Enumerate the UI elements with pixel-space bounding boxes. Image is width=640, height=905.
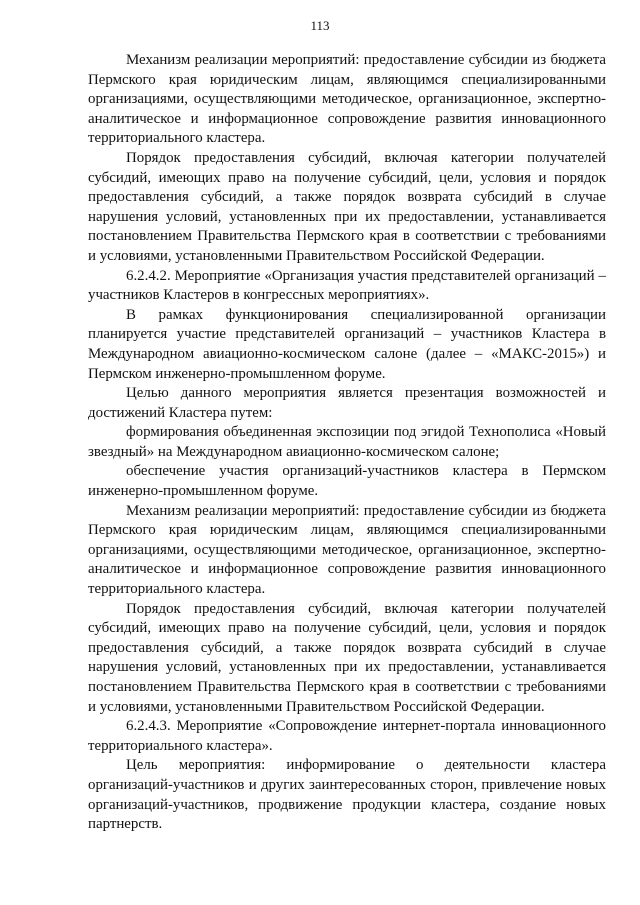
paragraph-subsidy-procedure-2: Порядок предоставления субсидий, включая категории получателей субсидий, имеющих право на получение субсидий, цели, условия и порядок предоставления субсидий, а также порядок возврата субсидий в случае нарушения условий, установленных при их предоставлении, устанавливается постановлением Правительства Пермского края в соответствии с требованиями и условиями, установленными Правительством Российской Федерации. xyxy=(88,600,606,715)
paragraph-exposition-item: формирования объединенная экспозиции под эгидой Технополиса «Новый звездный» на Международном авиационно-космическом салоне; xyxy=(88,424,606,460)
paragraph-forum-item: обеспечение участия организаций-участников кластера в Пермском инженерно-промышленном форуме. xyxy=(88,463,606,500)
paragraph-section-6-2-4-2-heading: 6.2.4.2. Мероприятие «Организация участия представителей организаций – участников Кластеров в конгрессных мероприятиях». xyxy=(88,267,606,304)
paragraph-goal-presentation: Целью данного мероприятия является презентация возможностей и достижений Кластера путем: xyxy=(88,385,606,421)
paragraph-section-6-2-4-3-heading: 6.2.4.3. Мероприятие «Сопровождение интернет-портала инновационного территориального кластера». xyxy=(88,718,606,754)
paragraph-participation-plan: В рамках функционирования специализированной организации планируется участие представителей организаций – участников Кластера в Международном авиационно-космическом салоне (далее – «МАКС-2015») и Пермском инженерно-промышленном форуме. xyxy=(88,306,606,382)
paragraph-mechanism-2: Механизм реализации мероприятий: предоставление субсидии из бюджета Пермского края юридическим лицам, являющимся специализированными организациями, осуществляющими методическое, организационное, экспертно-аналитическое и информационное сопровождение развития инновационного территориального кластера. xyxy=(88,502,606,598)
paragraph-subsidy-procedure-1: Порядок предоставления субсидий, включая категории получателей субсидий, имеющих право на получение субсидий, цели, условия и порядок предоставления субсидий, а также порядок возврата субсидий в случае нарушения условий, установленных при их предоставлении, устанавливается постановлением Правительства Пермского края в соответствии с требованиями и условиями, установленными Правительством Российской Федерации. xyxy=(88,149,606,264)
paragraph-portal-goal: Цель мероприятия: информирование о деятельности кластера организаций-участников и других заинтересованных сторон, привлечение новых организаций-участников, продвижение продукции кластера, создание новых партнерств. xyxy=(88,757,606,833)
page-number: 113 xyxy=(310,18,330,33)
document-body xyxy=(88,51,606,835)
paragraph-mechanism-1: Механизм реализации мероприятий: предоставление субсидии из бюджета Пермского края юридическим лицам, являющимся специализированными организациями, осуществляющими методическое, организационное, экспертно-аналитическое и информационное сопровождение развития инновационного территориального кластера. xyxy=(88,52,606,147)
